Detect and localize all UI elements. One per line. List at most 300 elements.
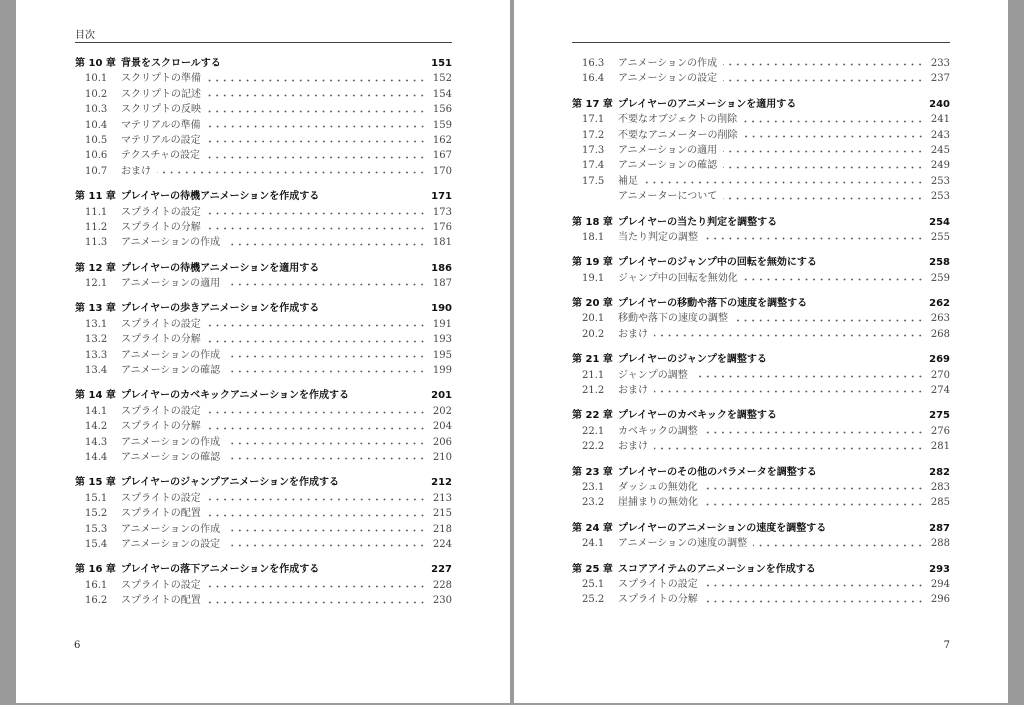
section-page-number: 176 [432,221,452,233]
chapter-page-number: 258 [929,257,950,269]
section-number: 10.7 [85,165,108,177]
section-title: スプライトの設定 [121,492,201,504]
chapter-page-number: 262 [929,298,950,310]
dot-leader [226,539,426,547]
section-title: ジャンプの調整 [618,369,688,381]
chapter-title: プレイヤーの待機アニメーションを適用する [121,262,320,274]
chapter-title: 背景をスクロールする [121,58,221,69]
dot-leader [226,238,426,246]
section-page-number: 249 [930,160,950,172]
section-page-number: 159 [432,119,452,131]
toc-section-entry[interactable] [572,534,950,549]
chapter-number: 第 23 章 [572,466,613,478]
toc-section-entry[interactable] [75,330,452,345]
section-title: アニメーションの適用 [121,278,221,290]
toc-section-entry[interactable] [75,591,452,606]
section-number: 15.3 [85,523,108,535]
page-number: 7 [943,640,950,651]
toc-section-entry[interactable] [75,146,452,161]
dot-leader [734,314,924,322]
section-number: 25.2 [582,594,605,606]
dot-leader [207,580,426,588]
toc-chapter-entry[interactable] [75,473,452,488]
dot-leader [723,58,924,66]
toc-section-entry[interactable] [572,590,950,605]
section-number: 13.4 [85,365,108,377]
toc-section-entry[interactable] [572,187,950,202]
chapter-page-number: 212 [431,477,452,489]
toc-chapter-entry[interactable] [572,294,950,309]
dot-leader [207,135,426,143]
toc-chapter-entry[interactable] [572,519,950,534]
section-number: 14.2 [85,421,108,433]
chapter-title: スコアアイテムのアニメーションを作成する [618,563,816,575]
section-page-number: 296 [930,594,950,606]
section-page-number: 224 [432,538,452,550]
toc-list [75,54,452,607]
section-page-number: 237 [930,73,950,85]
toc-chapter-entry[interactable] [75,560,452,575]
chapter-number: 第 13 章 [75,303,116,315]
section-title: スクリプトの反映 [121,104,201,116]
section-title: 不要なオブジェクトの削除 [618,114,738,126]
section-number: 17.3 [582,144,605,156]
section-page-number: 195 [432,349,452,361]
dot-leader [226,278,426,286]
dot-leader [694,370,924,378]
toc-chapter-entry[interactable] [75,54,452,69]
chapter-number: 第 17 章 [572,98,613,110]
toc-section-entry[interactable] [75,489,452,504]
toc-section-entry[interactable] [572,422,950,437]
toc-section-entry[interactable] [572,156,950,171]
toc-section-entry[interactable] [75,402,452,417]
chapter-number: 第 15 章 [75,477,116,489]
dot-leader [207,105,426,113]
toc-chapter-entry[interactable] [572,406,950,421]
section-number: 22.1 [582,425,605,437]
chapter-page-number: 282 [929,466,950,478]
toc-section-entry[interactable] [572,478,950,493]
toc-chapter-entry[interactable] [572,213,950,228]
section-number: 21.2 [582,385,605,397]
section-title: 崖捕まりの無効化 [618,497,698,509]
toc-section-entry[interactable] [75,504,452,519]
dot-leader [207,335,426,343]
chapter-page-number: 186 [431,262,452,274]
section-title: スプライトの分解 [121,221,201,233]
toc-section-entry[interactable] [75,433,452,448]
section-title: スプライトの分解 [618,594,698,606]
section-page-number: 173 [432,206,452,218]
toc-section-entry[interactable] [75,274,452,289]
toc-chapter-entry[interactable] [572,95,950,110]
section-title: スプライトの設定 [121,318,201,330]
section-title: マテリアルの設定 [121,134,201,146]
toc-section-entry[interactable] [75,116,452,131]
section-title: スクリプトの記述 [121,88,201,100]
section-number: 16.3 [582,58,605,69]
chapter-title: プレイヤーのジャンプアニメーションを作成する [121,477,339,489]
section-title: スプライトの設定 [618,578,698,590]
chapter-title: プレイヤーのカベキックを調整する [618,410,777,422]
dot-leader [207,74,426,82]
chapter-title: プレイヤーの待機アニメーションを作成する [121,191,320,203]
dot-leader [704,595,924,603]
dot-leader [704,498,924,506]
toc-section-entry[interactable] [75,233,452,248]
toc-section-entry[interactable] [572,269,950,284]
section-title: マテリアルの準備 [121,119,201,131]
toc-section-entry[interactable] [572,54,950,69]
section-number: 15.1 [85,492,108,504]
running-header [572,30,950,43]
toc-section-entry[interactable] [75,203,452,218]
section-title: スプライトの配置 [121,595,201,607]
section-title: アニメーションの確認 [121,451,221,463]
dot-leader [207,406,426,414]
section-title: テクスチャの設定 [121,150,200,162]
section-page-number: 167 [432,150,452,162]
dot-leader [704,482,924,490]
toc-section-entry[interactable] [572,126,950,141]
section-title: 移動や落下の速度の調整 [618,313,728,325]
section-page-number: 193 [432,334,452,346]
section-page-number: 276 [930,425,950,437]
section-page-number: 253 [930,175,950,187]
section-page-number: 259 [930,272,950,284]
section-title: スプライトの設定 [121,579,201,591]
section-page-number: 268 [930,328,950,340]
section-number: 20.1 [582,313,605,325]
section-page-number: 154 [432,88,452,100]
running-header: 目次 [75,30,452,43]
section-title: スプライトの配置 [121,508,201,520]
section-title: スプライトの分解 [121,421,201,433]
section-page-number: 170 [432,165,452,177]
chapter-page-number: 201 [431,390,452,402]
section-title: アニメーションの速度の調整 [618,538,748,550]
toc-section-entry[interactable] [572,381,950,396]
section-page-number: 191 [432,318,452,330]
toc-chapter-entry[interactable] [75,386,452,401]
section-page-number: 215 [432,508,452,520]
toc-section-entry[interactable] [75,131,452,146]
chapter-page-number: 293 [929,563,950,575]
dot-leader [744,273,924,281]
dot-leader [723,161,924,169]
page-number: 6 [74,640,81,651]
section-title: アニメーションの作成 [121,349,221,361]
dot-leader [207,493,426,501]
section-page-number: 228 [432,579,452,591]
section-title: おまけ [618,441,648,453]
dot-leader [226,365,426,373]
section-page-number: 230 [432,595,452,607]
section-number: 25.1 [582,578,605,590]
section-page-number: 243 [930,129,950,141]
dot-leader [226,350,426,358]
section-page-number: 199 [432,365,452,377]
section-page-number: 162 [432,134,452,146]
dot-leader [704,579,924,587]
dot-leader [207,422,426,430]
section-title: スクリプトの準備 [121,73,201,85]
section-page-number: 294 [930,578,950,590]
toc-section-entry[interactable] [75,100,452,115]
chapter-number: 第 12 章 [75,262,116,274]
chapter-page-number: 240 [929,98,950,110]
chapter-number: 第 10 章 [75,58,116,69]
chapter-number: 第 18 章 [572,216,613,228]
section-number: 19.1 [582,272,605,284]
section-page-number: 245 [930,144,950,156]
section-number: 23.2 [582,497,605,509]
dot-leader [226,524,426,532]
section-number: 23.1 [582,481,605,493]
section-title: おまけ [618,385,648,397]
toc-section-entry[interactable] [75,535,452,550]
section-number: 17.5 [582,175,605,187]
toc-section-entry[interactable] [75,69,452,84]
toc-chapter-entry[interactable] [572,463,950,478]
chapter-page-number: 227 [431,564,452,576]
section-number: 13.1 [85,318,108,330]
section-number: 10.3 [85,104,108,116]
section-number: 20.2 [582,328,605,340]
section-number: 15.2 [85,508,108,520]
toc-section-entry[interactable] [572,309,950,324]
section-page-number: 181 [432,237,452,249]
section-title: ダッシュの無効化 [618,481,698,493]
chapter-page-number: 287 [929,522,950,534]
chapter-number: 第 20 章 [572,298,613,310]
section-number: 24.1 [582,538,605,550]
chapter-title: プレイヤーのアニメーションの速度を調整する [618,522,827,534]
section-number: 12.1 [85,278,108,290]
section-number: 17.4 [582,160,605,172]
dot-leader [207,596,426,604]
chapter-number: 第 14 章 [75,390,116,402]
section-title: アニメーターについて [618,191,718,203]
section-number: 13.3 [85,349,108,361]
section-title: アニメーションの作成 [121,523,221,535]
toc-section-entry[interactable] [572,366,950,381]
toc-chapter-entry[interactable] [572,560,950,575]
chapter-title: プレイヤーの落下アニメーションを作成する [121,564,320,576]
section-number: 14.3 [85,436,108,448]
section-title: スプライトの設定 [121,206,201,218]
section-number: 16.4 [582,73,605,85]
toc-section-entry[interactable] [572,69,950,84]
dot-leader [654,329,924,337]
dot-leader [226,452,426,460]
section-title: スプライトの分解 [121,334,201,346]
chapter-title: プレイヤーのアニメーションを適用する [618,98,797,110]
section-page-number: 202 [432,405,452,417]
toc-section-entry[interactable] [75,346,452,361]
toc-chapter-entry[interactable] [75,187,452,202]
section-number: 10.5 [85,134,108,146]
chapter-title: プレイヤーのカベキックアニメーションを作成する [121,390,349,402]
toc-section-entry[interactable] [75,162,452,177]
section-page-number: 285 [930,497,950,509]
chapter-title: プレイヤーの歩きアニメーションを作成する [121,303,320,315]
section-number: 18.1 [582,231,605,243]
section-title: アニメーションの作成 [121,436,221,448]
dot-leader [207,120,426,128]
section-title: アニメーションの確認 [121,365,221,377]
section-title: カベキックの調整 [618,425,698,437]
section-number: 11.3 [85,237,108,249]
chapter-number: 第 24 章 [572,522,613,534]
dot-leader [743,115,924,123]
dot-leader [207,207,426,215]
section-title: おまけ [121,165,151,177]
section-title: アニメーションの設定 [618,73,718,85]
toc-section-entry[interactable] [572,493,950,508]
section-number: 11.2 [85,221,108,233]
chapter-number: 第 25 章 [572,563,613,575]
toc-section-entry[interactable] [572,575,950,590]
dot-leader [157,166,426,174]
chapter-title: プレイヤーの当たり判定を調整する [618,216,778,228]
toc-section-entry[interactable] [572,325,950,340]
toc-chapter-entry[interactable] [572,350,950,365]
section-page-number: 187 [432,278,452,290]
chapter-number: 第 19 章 [572,257,613,269]
section-title: アニメーションの作成 [121,237,221,249]
chapter-number: 第 22 章 [572,410,613,422]
section-number: 16.2 [85,595,108,607]
section-title: 補足 [618,175,638,187]
section-number: 13.2 [85,334,108,346]
section-number: 22.2 [582,441,605,453]
toc-section-entry[interactable] [572,141,950,156]
toc-chapter-entry[interactable] [75,259,452,274]
toc-section-entry[interactable] [572,437,950,452]
dot-leader [704,426,924,434]
section-page-number: 288 [930,538,950,550]
chapter-page-number: 190 [431,303,452,315]
section-page-number: 204 [432,421,452,433]
section-page-number: 255 [930,231,950,243]
section-page-number: 270 [930,369,950,381]
dot-leader [704,232,924,240]
section-page-number: 281 [930,441,950,453]
dot-leader [207,89,426,97]
chapter-number: 第 11 章 [75,191,116,203]
dot-leader [723,192,924,200]
section-page-number: 253 [930,191,950,203]
chapter-page-number: 151 [431,58,452,69]
chapter-title: プレイヤーのジャンプ中の回転を無効にする [618,257,817,269]
section-title: 当たり判定の調整 [618,231,698,243]
section-page-number: 241 [930,114,950,126]
section-number: 16.1 [85,579,108,591]
section-number: 10.6 [85,150,108,162]
section-title: アニメーションの適用 [618,144,718,156]
toc-section-entry[interactable] [75,448,452,463]
dot-leader [644,176,924,184]
section-title: ジャンプ中の回転を無効化 [618,272,738,284]
page-right [514,0,1008,703]
dot-leader [654,442,924,450]
section-number: 10.4 [85,119,108,131]
chapter-title: プレイヤーのジャンプを調整する [618,354,767,366]
chapter-page-number: 269 [929,354,950,366]
toc-section-entry[interactable] [75,218,452,233]
section-number: 14.1 [85,405,108,417]
section-page-number: 213 [432,492,452,504]
section-number: 17.1 [582,114,605,126]
dot-leader [206,151,426,159]
dot-leader [723,74,924,82]
toc-section-entry[interactable] [572,228,950,243]
section-title: アニメーションの設定 [121,538,221,550]
toc-section-entry[interactable] [75,520,452,535]
toc-section-entry[interactable] [75,417,452,432]
dot-leader [744,130,925,138]
section-number: 21.1 [582,369,605,381]
dot-leader [654,385,924,393]
section-page-number: 263 [930,313,950,325]
section-number: 15.4 [85,538,108,550]
section-number: 11.1 [85,206,108,218]
toc-list [572,54,950,606]
chapter-page-number: 171 [431,191,452,203]
section-page-number: 274 [930,385,950,397]
chapter-page-number: 275 [929,410,950,422]
toc-section-entry[interactable] [572,172,950,187]
section-title: 不要なアニメーターの削除 [618,129,738,141]
toc-section-entry[interactable] [75,576,452,591]
section-page-number: 218 [432,523,452,535]
toc-chapter-entry[interactable] [75,299,452,314]
toc-section-entry[interactable] [75,361,452,376]
toc-chapter-entry[interactable] [572,253,950,268]
section-page-number: 283 [930,481,950,493]
chapter-number: 第 16 章 [75,564,116,576]
section-page-number: 233 [930,58,950,69]
chapter-number: 第 21 章 [572,354,613,366]
chapter-page-number: 254 [929,216,950,228]
section-number: 10.2 [85,88,108,100]
section-number: 10.1 [85,73,108,85]
toc-section-entry[interactable] [75,315,452,330]
chapter-title: プレイヤーの移動や落下の速度を調整する [618,298,808,310]
chapter-title: プレイヤーのその他のパラメータを調整する [618,466,817,478]
section-page-number: 156 [432,104,452,116]
section-title: アニメーションの作成 [618,58,718,69]
dot-leader [207,222,426,230]
section-title: スプライトの設定 [121,405,201,417]
section-number: 17.2 [582,129,605,141]
dot-leader [226,437,426,445]
section-page-number: 152 [432,73,452,85]
toc-section-entry[interactable] [572,110,950,125]
dot-leader [207,509,426,517]
dot-leader [723,145,924,153]
toc-section-entry[interactable] [75,85,452,100]
dot-leader [753,539,924,547]
section-page-number: 210 [432,451,452,463]
section-title: アニメーションの確認 [618,160,718,172]
section-title: おまけ [618,328,648,340]
dot-leader [207,319,426,327]
section-number: 14.4 [85,451,108,463]
page-left [16,0,510,703]
